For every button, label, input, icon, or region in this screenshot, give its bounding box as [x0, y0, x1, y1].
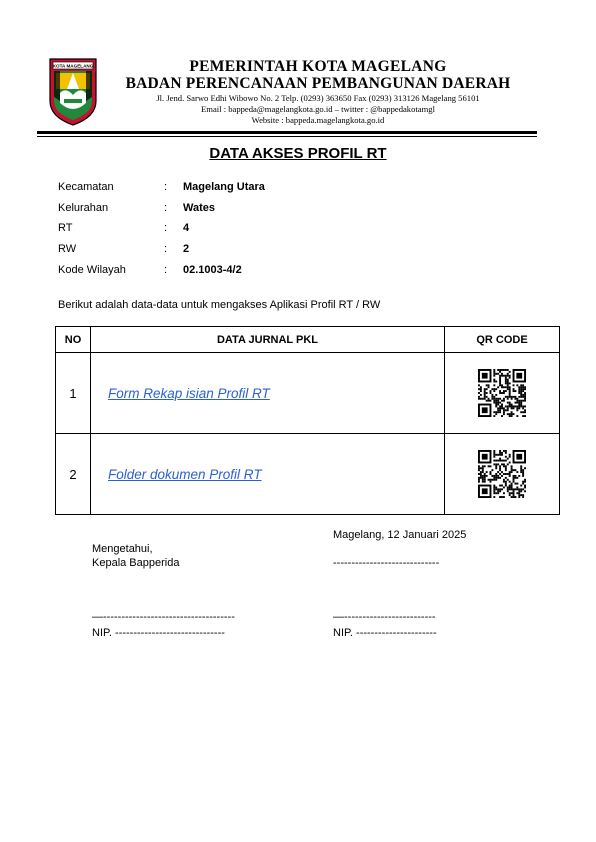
- form-rekap-link[interactable]: Form Rekap isian Profil RT: [108, 385, 270, 401]
- letterhead: [108, 58, 528, 126]
- info-value: Wates: [183, 201, 215, 214]
- government-name: PEMERINTAH KOTA MAGELANG: [189, 58, 447, 75]
- info-label: Kecamatan: [58, 181, 114, 193]
- agency-name: BADAN PERENCANAAN PEMBANGUNAN DAERAH: [125, 75, 511, 92]
- info-colon: :: [164, 201, 168, 214]
- right-name-line: —-------------------------: [333, 611, 436, 623]
- info-colon: :: [164, 181, 168, 193]
- info-label: Kode Wilayah: [58, 263, 126, 276]
- row-number: 1: [56, 353, 91, 434]
- info-value: 2: [183, 243, 190, 256]
- info-colon: :: [164, 243, 168, 256]
- info-value: 4: [183, 222, 190, 235]
- logo-text: KOTA MAGELANG: [52, 63, 94, 69]
- header-qr: QR CODE: [445, 327, 560, 353]
- document-title: DATA AKSES PROFIL RT: [209, 145, 387, 162]
- qr-cell: [445, 353, 560, 434]
- agency-address: Jl. Jend. Sarwo Edhi Wibowo No. 2 Telp. (0293) 363650 Fax (0293) 313126 Magelang 56101: [156, 93, 480, 103]
- info-colon: :: [164, 222, 168, 235]
- head-title: Kepala Bapperida: [92, 557, 180, 569]
- table-row: [56, 353, 560, 434]
- folder-dokumen-link-cell: [91, 434, 445, 515]
- table-header-row: [56, 327, 560, 353]
- letterhead-rule-thick: [37, 131, 537, 134]
- intro-text: Berikut adalah data-data untuk mengakses Aplikasi Profil RT / RW: [58, 299, 381, 311]
- qr-cell: [445, 434, 560, 515]
- qr-code-icon[interactable]: [478, 450, 526, 498]
- access-table: [55, 326, 560, 515]
- agency-website: Website : bappeda.magelangkota.go.id: [251, 115, 385, 125]
- right-signature-blank: -----------------------------: [333, 557, 440, 569]
- left-name-line: —------------------------------------: [92, 611, 235, 623]
- agency-contact: Email : bappeda@magelangkota.go.id – twitter : @bappedakotamgl: [201, 104, 435, 114]
- info-value: 02.1003-4/2: [183, 263, 242, 276]
- left-nip: NIP. ------------------------------: [92, 627, 225, 639]
- header-no: NO: [56, 327, 91, 353]
- form-rekap-link-cell: [91, 353, 445, 434]
- acknowledged-label: Mengetahui,: [92, 543, 153, 555]
- info-label: RT: [58, 222, 73, 235]
- place-date: Magelang, 12 Januari 2025: [333, 529, 467, 541]
- info-colon: :: [164, 263, 168, 276]
- folder-dokumen-link[interactable]: Folder dokumen Profil RT: [108, 466, 262, 482]
- header-data: DATA JURNAL PKL: [91, 327, 445, 353]
- table-row: [56, 434, 560, 515]
- row-number: 2: [56, 434, 91, 515]
- letterhead-rule-thin: [37, 136, 537, 137]
- right-nip: NIP. ----------------------: [333, 627, 437, 639]
- info-value: Magelang Utara: [183, 181, 265, 193]
- info-label: Kelurahan: [58, 201, 109, 214]
- qr-code-icon[interactable]: [478, 369, 526, 417]
- city-logo: [48, 57, 98, 127]
- info-label: RW: [58, 243, 77, 256]
